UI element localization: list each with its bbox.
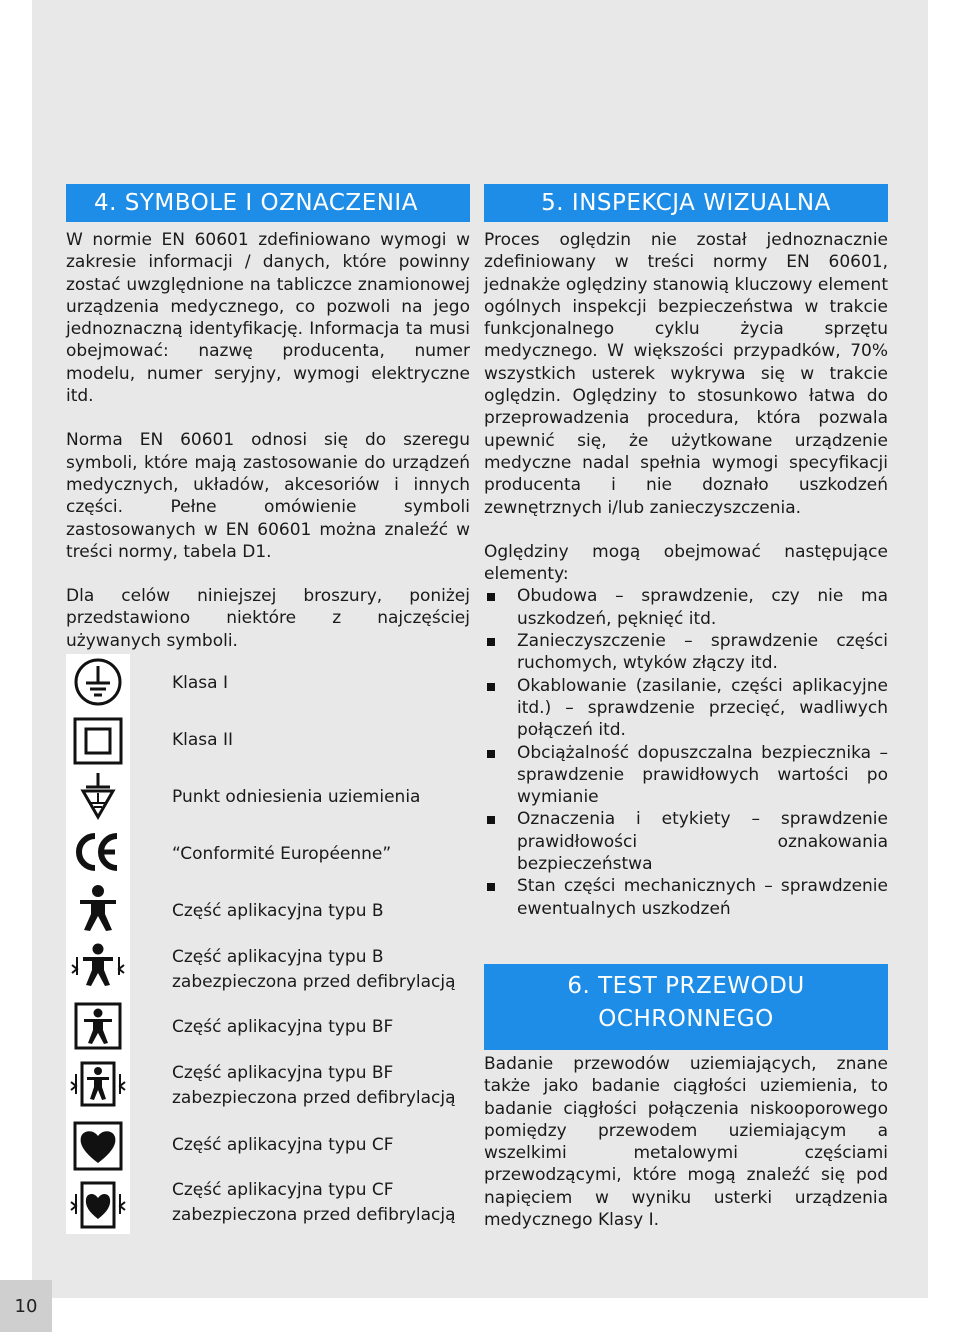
section-4-paragraph-1: W normie EN 60601 zdefiniowano wymogi w zakresie informacji / danych, które powinny zostać uwzględnione na tabliczce znamionowej urządzenia medycznego, co pozwoli na jego jednoznaczną identyfikację. Informacja ta musi obejmować: nazwę producenta, numer modelu, numer seryjny, wymogi elektryczne itd.	[66, 230, 470, 407]
type-cf-defib-icon	[66, 1178, 130, 1232]
section-5-paragraph-2: Oględziny mogą obejmować następujące elementy:	[484, 541, 888, 585]
section-4-heading: 4. SYMBOLE I OZNACZENIA	[66, 184, 470, 222]
symbol-label-ce: “Conformité Européenne”	[172, 844, 392, 864]
symbol-label-line-1: Część aplikacyjna typu B	[172, 947, 384, 967]
symbol-label-type-b-defib	[172, 945, 472, 995]
type-b-defib-icon	[66, 940, 130, 992]
type-bf-icon	[66, 1000, 130, 1052]
symbol-label-type-bf: Część aplikacyjna typu BF	[172, 1017, 394, 1037]
list-item: Stan części mechanicznych – sprawdzenie ewentualnych uszkodzeń	[484, 875, 888, 920]
section-4-paragraph-3: Dla celów niniejszej broszury, poniżej przedstawiono niektóre z najczęściej używanych symboli.	[66, 586, 470, 651]
equipotential-icon	[66, 770, 130, 822]
symbol-label-line-2: zabezpieczona przed defibrylacją	[172, 1205, 456, 1225]
list-item: Obciążalność dopuszczalna bezpiecznika – sprawdzenie prawidłowych wartości po wymianie	[484, 742, 888, 809]
symbol-label-type-cf-defib	[172, 1178, 472, 1228]
symbol-label-earth-reference: Punkt odniesienia uziemienia	[172, 787, 421, 807]
symbol-label-type-cf: Część aplikacyjna typu CF	[172, 1135, 394, 1155]
symbol-label-line-1: Część aplikacyjna typu CF	[172, 1180, 394, 1200]
section-5-heading: 5. INSPEKCJA WIZUALNA	[484, 184, 888, 222]
double-insulation-icon	[66, 715, 130, 767]
type-cf-icon	[66, 1118, 130, 1174]
section-4-paragraph-2: Norma EN 60601 odnosi się do szeregu symboli, które mają zastosowanie do urządzeń medycznych, układów, akcesoriów i innych części. Pełne omówienie symboli zastosowanych w EN 60601 można znaleźć w treści normy, tabela D1.	[66, 430, 470, 562]
list-item: Obudowa – sprawdzenie, czy nie ma uszkodzeń, pęknięć itd.	[484, 585, 888, 630]
type-b-icon	[66, 882, 130, 934]
list-item: Zanieczyszczenie – sprawdzenie części ruchomych, wtyków złączy itd.	[484, 630, 888, 675]
symbol-label-class-1: Klasa I	[172, 673, 228, 693]
section-4-body	[66, 229, 470, 652]
symbol-label-line-1: Część aplikacyjna typu BF	[172, 1063, 394, 1083]
symbol-label-type-bf-defib	[172, 1061, 472, 1111]
section-5-body	[484, 229, 888, 920]
symbol-label-line-2: zabezpieczona przed defibrylacją	[172, 1088, 456, 1108]
protective-earth-icon	[66, 656, 130, 708]
section-6-body: Badanie przewodów uziemiających, znane także jako badanie ciągłości uziemienia, to badanie ciągłości połączenia niskooporowego pomiędzy przewodem uziemiającym a wszelkimi metalowymi częściami przewodzącymi, które mogą znaleźć się pod napięciem w wyniku usterki urządzenia medycznego Klasy I.	[484, 1054, 888, 1231]
inspection-bullet-list	[484, 585, 888, 919]
symbol-label-line-2: zabezpieczona przed defibrylacją	[172, 972, 456, 992]
section-6-heading-line-2: OCHRONNEGO	[598, 1006, 774, 1032]
ce-mark-icon	[66, 826, 130, 878]
type-bf-defib-icon	[66, 1058, 130, 1110]
section-6-heading-line-1: 6. TEST PRZEWODU	[567, 973, 805, 999]
symbol-label-type-b: Część aplikacyjna typu B	[172, 901, 384, 921]
list-item: Oznaczenia i etykiety – sprawdzenie prawidłowości oznakowania bezpieczeństwa	[484, 808, 888, 875]
list-item: Okablowanie (zasilanie, części aplikacyjne itd.) – sprawdzenie przecięć, wadliwych połączeń itd.	[484, 675, 888, 742]
page-number: 10	[14, 1295, 38, 1317]
symbol-label-class-2: Klasa II	[172, 730, 233, 750]
section-5-paragraph-1: Proces oględzin nie został jednoznacznie zdefiniowany w treści normy EN 60601, jednakże oględziny stanowią kluczowy element ogólnych inspekcji bezpieczeństwa w trakcie funkcjonalnego cyklu życia sprzętu medycznego. W większości przypadków, 70% wszystkich usterek wykrywa się w trakcie oględzin. Oględziny to stosunkowo łatwa do przeprowadzenia procedura, która pozwala upewnić się, że użytkowane urządzenie medyczne nadal spełnia wymogi specyfikacji producenta i nie doznało uszkodzeń zewnętrznych i/lub zanieczyszczenia.	[484, 230, 888, 518]
section-6-heading	[484, 964, 888, 1050]
